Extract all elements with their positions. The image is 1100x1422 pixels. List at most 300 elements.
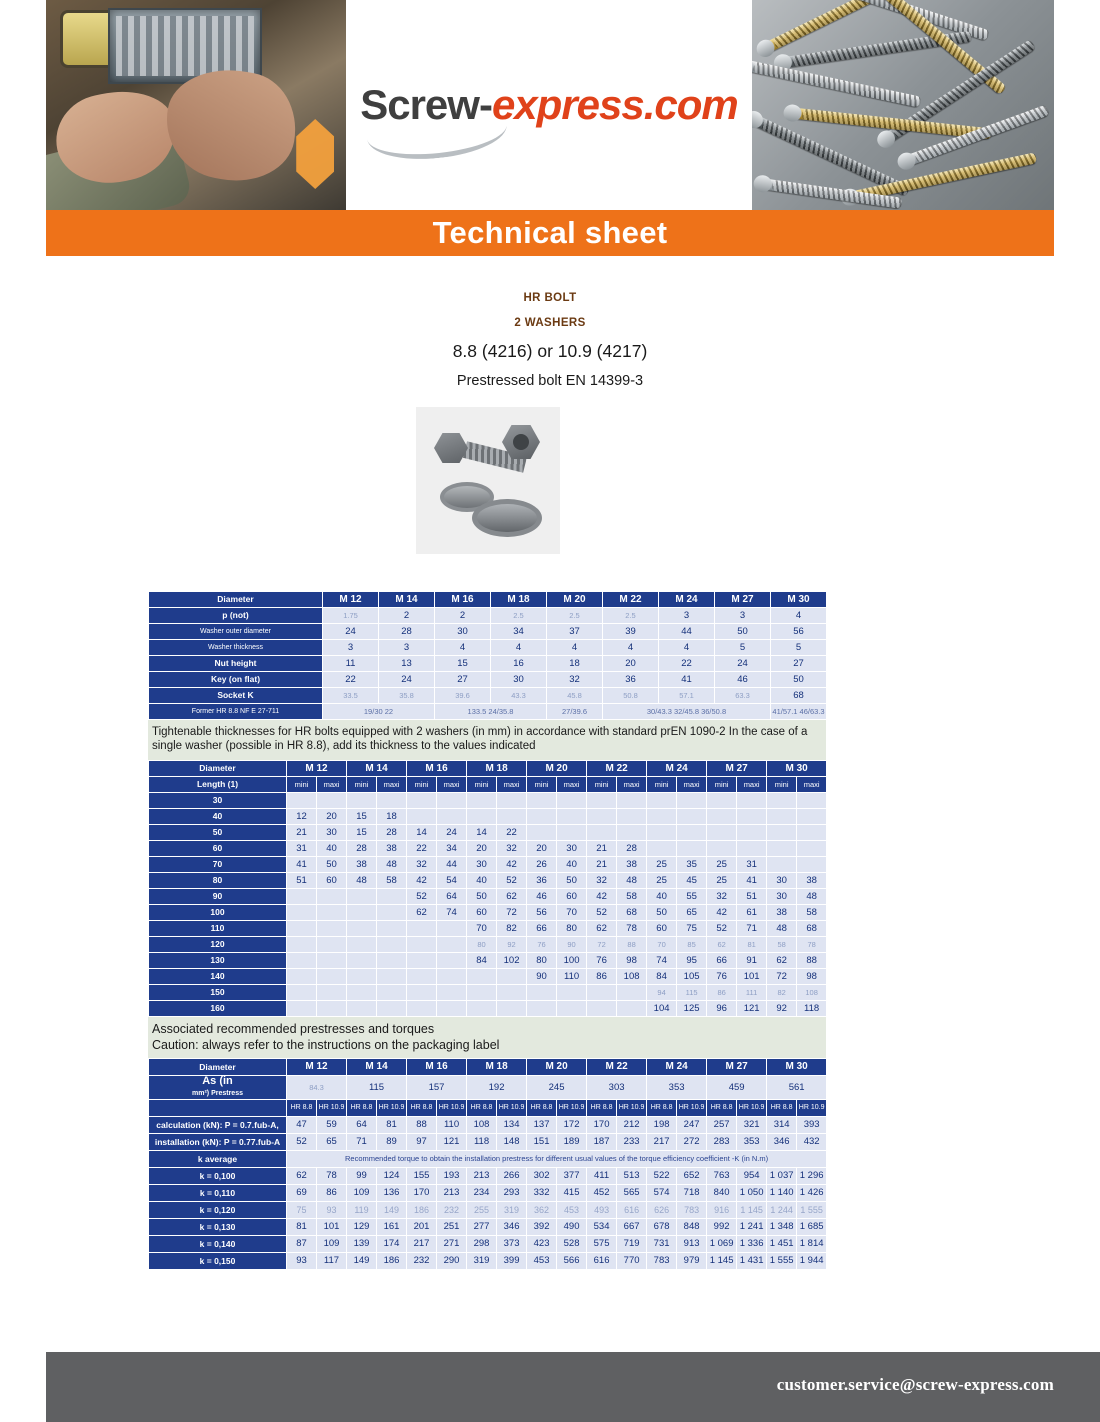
col-subheader: mini bbox=[767, 776, 797, 792]
data-cell: 88 bbox=[797, 952, 827, 968]
data-cell: 1 685 bbox=[797, 1219, 827, 1236]
data-cell: 15 bbox=[435, 656, 491, 672]
data-cell: 36 bbox=[603, 672, 659, 688]
data-cell: 110 bbox=[437, 1117, 467, 1134]
col-grade-header: HR 8.8 bbox=[527, 1100, 557, 1117]
data-cell bbox=[677, 824, 707, 840]
data-cell bbox=[317, 968, 347, 984]
data-cell: 51 bbox=[737, 888, 767, 904]
brand-logo bbox=[346, 0, 752, 210]
note-prestress-title: Associated recommended prestresses and torques Caution: always refer to the instructions on the packaging label bbox=[148, 1017, 826, 1059]
page-title: Technical sheet bbox=[432, 215, 668, 250]
data-cell-as: 192 bbox=[467, 1076, 527, 1100]
data-cell: 2.5 bbox=[491, 608, 547, 624]
row-header-blank bbox=[149, 1100, 287, 1117]
data-cell: 392 bbox=[527, 1219, 557, 1236]
col-subheader: maxi bbox=[737, 776, 767, 792]
data-cell: 50 bbox=[771, 672, 827, 688]
data-cell bbox=[317, 952, 347, 968]
col-subheader: mini bbox=[287, 776, 317, 792]
data-cell bbox=[347, 936, 377, 952]
data-cell: 62 bbox=[767, 952, 797, 968]
data-cell: 71 bbox=[737, 920, 767, 936]
prestress-torque-table bbox=[148, 1058, 827, 1270]
data-cell: 20 bbox=[527, 840, 557, 856]
data-cell: 27 bbox=[435, 672, 491, 688]
data-cell: 27 bbox=[771, 656, 827, 672]
data-cell: 40 bbox=[467, 872, 497, 888]
washer-count: 2 WASHERS bbox=[514, 317, 586, 329]
data-cell: 32 bbox=[497, 840, 527, 856]
data-cell: 31 bbox=[287, 840, 317, 856]
data-cell: 1 555 bbox=[797, 1202, 827, 1219]
data-cell: 62 bbox=[407, 904, 437, 920]
col-subheader: maxi bbox=[557, 776, 587, 792]
data-cell: 75 bbox=[287, 1202, 317, 1219]
data-cell: 28 bbox=[379, 624, 435, 640]
data-cell: 58 bbox=[377, 872, 407, 888]
row-header-formula: installation (kN): P = 0.77.fub-A bbox=[149, 1134, 287, 1151]
data-cell bbox=[797, 840, 827, 856]
data-cell: 30 bbox=[317, 824, 347, 840]
data-cell: 626 bbox=[647, 1202, 677, 1219]
data-cell: 513 bbox=[617, 1168, 647, 1185]
col-header-diameter: M 27 bbox=[715, 592, 771, 608]
data-cell: 24 bbox=[323, 624, 379, 640]
data-cell: 63.3 bbox=[715, 688, 771, 704]
row-header: Washer outer diameter bbox=[149, 624, 323, 640]
data-cell: 26 bbox=[527, 856, 557, 872]
data-cell: 72 bbox=[767, 968, 797, 984]
data-cell: 718 bbox=[677, 1185, 707, 1202]
data-cell: 95 bbox=[677, 952, 707, 968]
table-row bbox=[149, 1185, 827, 1202]
data-cell: 40 bbox=[317, 840, 347, 856]
data-cell: 24 bbox=[437, 824, 467, 840]
data-cell: 60 bbox=[647, 920, 677, 936]
data-cell: 3 bbox=[659, 608, 715, 624]
data-cell: 74 bbox=[437, 904, 467, 920]
data-cell: 54 bbox=[437, 872, 467, 888]
col-subheader: maxi bbox=[437, 776, 467, 792]
data-cell: 87 bbox=[287, 1236, 317, 1253]
data-cell: 257 bbox=[707, 1117, 737, 1134]
row-header-length-value: 150 bbox=[149, 984, 287, 1000]
data-cell: 70 bbox=[557, 904, 587, 920]
row-header-formula: calculation (kN): P = 0.7.fub-A, bbox=[149, 1117, 287, 1134]
data-cell: 1 944 bbox=[797, 1253, 827, 1270]
col-header-diameter: M 16 bbox=[407, 760, 467, 776]
data-cell: 1 814 bbox=[797, 1236, 827, 1253]
col-header-diameter: M 24 bbox=[647, 760, 707, 776]
data-cell: 61 bbox=[737, 904, 767, 920]
data-cell bbox=[347, 984, 377, 1000]
data-cell bbox=[587, 808, 617, 824]
data-cell: 101 bbox=[737, 968, 767, 984]
k-note-cell: Recommended torque to obtain the installation prestress for different usual values of the torque efficiency coefficient -K (in N.m) bbox=[287, 1151, 827, 1168]
data-cell bbox=[797, 824, 827, 840]
data-cell bbox=[377, 1000, 407, 1016]
data-cell bbox=[587, 984, 617, 1000]
data-cell: 453 bbox=[557, 1202, 587, 1219]
table-row bbox=[149, 1253, 827, 1270]
data-cell: 266 bbox=[497, 1168, 527, 1185]
data-cell: 22 bbox=[407, 840, 437, 856]
data-cell: 30 bbox=[435, 624, 491, 640]
data-cell: 763 bbox=[707, 1168, 737, 1185]
data-cell: 97 bbox=[407, 1134, 437, 1151]
data-cell: 118 bbox=[797, 1000, 827, 1016]
data-cell: 86 bbox=[707, 984, 737, 1000]
data-cell: 373 bbox=[497, 1236, 527, 1253]
data-cell bbox=[437, 1000, 467, 1016]
table-row bbox=[149, 824, 827, 840]
data-cell: 65 bbox=[317, 1134, 347, 1151]
data-cell: 3 bbox=[323, 640, 379, 656]
data-cell: 25 bbox=[647, 872, 677, 888]
data-cell: 2.5 bbox=[547, 608, 603, 624]
data-cell: 78 bbox=[797, 936, 827, 952]
data-cell: 48 bbox=[377, 856, 407, 872]
data-cell: 4 bbox=[435, 640, 491, 656]
data-cell bbox=[347, 888, 377, 904]
data-cell: 1 069 bbox=[707, 1236, 737, 1253]
col-header-diameter: M 27 bbox=[707, 1059, 767, 1076]
data-cell bbox=[497, 808, 527, 824]
col-grade-header: HR 10.9 bbox=[737, 1100, 767, 1117]
row-header-length-value: 30 bbox=[149, 792, 287, 808]
data-cell: 55 bbox=[677, 888, 707, 904]
table-row bbox=[149, 704, 827, 720]
table-row bbox=[149, 688, 827, 704]
data-cell: 1 426 bbox=[797, 1185, 827, 1202]
data-cell: 151 bbox=[527, 1134, 557, 1151]
data-cell: 13 bbox=[379, 656, 435, 672]
data-cell bbox=[617, 792, 647, 808]
data-cell: 247 bbox=[677, 1117, 707, 1134]
data-cell bbox=[377, 936, 407, 952]
data-cell bbox=[287, 1000, 317, 1016]
data-cell: 161 bbox=[377, 1219, 407, 1236]
data-cell: 64 bbox=[347, 1117, 377, 1134]
data-cell: 42 bbox=[587, 888, 617, 904]
data-cell: 30 bbox=[557, 840, 587, 856]
data-cell: 979 bbox=[677, 1253, 707, 1270]
data-cell: 81 bbox=[287, 1219, 317, 1236]
data-cell bbox=[317, 904, 347, 920]
data-cell: 45 bbox=[677, 872, 707, 888]
col-header-diameter: M 16 bbox=[435, 592, 491, 608]
row-header-k: k = 0,150 bbox=[149, 1253, 287, 1270]
data-cell: 66 bbox=[707, 952, 737, 968]
data-cell: 42 bbox=[407, 872, 437, 888]
data-cell: 45.8 bbox=[547, 688, 603, 704]
data-cell bbox=[437, 968, 467, 984]
data-cell: 124 bbox=[377, 1168, 407, 1185]
data-cell: 170 bbox=[407, 1185, 437, 1202]
data-cell: 172 bbox=[557, 1117, 587, 1134]
data-cell: 43.3 bbox=[491, 688, 547, 704]
data-cell bbox=[437, 952, 467, 968]
note-tightenable: Tightenable thicknesses for HR bolts equipped with 2 washers (in mm) in accordance with standard prEN 1090-2 In the case of a single washer (possible in HR 8.8), add its thickness to the values indicated bbox=[148, 720, 826, 760]
data-cell bbox=[617, 1000, 647, 1016]
data-cell: 155 bbox=[407, 1168, 437, 1185]
row-header-diameter: Diameter bbox=[149, 760, 287, 776]
data-cell: 731 bbox=[647, 1236, 677, 1253]
data-cell bbox=[497, 968, 527, 984]
data-cell: 58 bbox=[797, 904, 827, 920]
table-row bbox=[149, 904, 827, 920]
data-cell bbox=[737, 808, 767, 824]
col-header-diameter: M 24 bbox=[647, 1059, 707, 1076]
data-cell: 70 bbox=[467, 920, 497, 936]
logo-text-accent: express.com bbox=[491, 81, 738, 128]
col-grade-header: HR 8.8 bbox=[767, 1100, 797, 1117]
data-cell: 41/57.1 46/63.3 bbox=[771, 704, 827, 720]
row-header: Washer thickness bbox=[149, 640, 323, 656]
data-cell: 119 bbox=[347, 1202, 377, 1219]
data-cell: 104 bbox=[647, 1000, 677, 1016]
data-cell bbox=[467, 968, 497, 984]
data-cell: 133.5 24/35.8 bbox=[435, 704, 547, 720]
contact-email: customer.service@screw-express.com bbox=[776, 1375, 1054, 1394]
data-cell: 5 bbox=[715, 640, 771, 656]
data-cell: 115 bbox=[677, 984, 707, 1000]
data-cell: 415 bbox=[557, 1185, 587, 1202]
data-cell: 44 bbox=[659, 624, 715, 640]
data-cell bbox=[317, 792, 347, 808]
data-cell: 1 336 bbox=[737, 1236, 767, 1253]
data-cell: 35.8 bbox=[379, 688, 435, 704]
data-cell bbox=[407, 952, 437, 968]
col-header-diameter: M 27 bbox=[707, 760, 767, 776]
data-cell: 44 bbox=[437, 856, 467, 872]
table-row bbox=[149, 856, 827, 872]
table-row bbox=[149, 936, 827, 952]
data-cell: 68 bbox=[771, 688, 827, 704]
data-cell-as: 157 bbox=[407, 1076, 467, 1100]
data-cell: 102 bbox=[497, 952, 527, 968]
data-cell: 50 bbox=[647, 904, 677, 920]
data-cell: 68 bbox=[617, 904, 647, 920]
data-cell bbox=[317, 936, 347, 952]
data-cell: 108 bbox=[467, 1117, 497, 1134]
data-cell bbox=[437, 936, 467, 952]
data-cell: 346 bbox=[497, 1219, 527, 1236]
data-cell: 170 bbox=[587, 1117, 617, 1134]
data-cell: 80 bbox=[557, 920, 587, 936]
data-cell: 319 bbox=[467, 1253, 497, 1270]
data-cell: 187 bbox=[587, 1134, 617, 1151]
standard-reference: Prestressed bolt EN 14399-3 bbox=[456, 373, 644, 389]
table-row bbox=[149, 984, 827, 1000]
data-cell: 62 bbox=[287, 1168, 317, 1185]
data-cell: 232 bbox=[437, 1202, 467, 1219]
data-cell: 848 bbox=[677, 1219, 707, 1236]
data-cell bbox=[407, 936, 437, 952]
data-cell: 452 bbox=[587, 1185, 617, 1202]
bolt-head bbox=[434, 433, 468, 463]
data-cell bbox=[377, 952, 407, 968]
col-grade-header: HR 8.8 bbox=[707, 1100, 737, 1117]
intro-block bbox=[0, 292, 1100, 389]
data-cell: 60 bbox=[557, 888, 587, 904]
data-cell: 193 bbox=[437, 1168, 467, 1185]
data-cell: 58 bbox=[767, 936, 797, 952]
row-header-k: k = 0,140 bbox=[149, 1236, 287, 1253]
data-cell bbox=[287, 904, 317, 920]
page-header bbox=[46, 0, 1054, 210]
data-cell: 534 bbox=[587, 1219, 617, 1236]
data-cell: 88 bbox=[407, 1117, 437, 1134]
data-cell: 40 bbox=[557, 856, 587, 872]
data-cell bbox=[407, 1000, 437, 1016]
col-header-diameter: M 14 bbox=[347, 1059, 407, 1076]
data-cell: 85 bbox=[677, 936, 707, 952]
data-cell bbox=[287, 984, 317, 1000]
data-cell: 16 bbox=[491, 656, 547, 672]
table-row bbox=[149, 592, 827, 608]
data-cell: 314 bbox=[767, 1117, 797, 1134]
data-cell: 69 bbox=[287, 1185, 317, 1202]
data-cell: 46 bbox=[527, 888, 557, 904]
data-cell: 47 bbox=[287, 1117, 317, 1134]
workbench-photo bbox=[46, 0, 346, 210]
col-grade-header: HR 8.8 bbox=[467, 1100, 497, 1117]
data-cell-as: 353 bbox=[647, 1076, 707, 1100]
data-cell: 362 bbox=[527, 1202, 557, 1219]
row-header-length-value: 70 bbox=[149, 856, 287, 872]
data-cell: 50 bbox=[317, 856, 347, 872]
data-cell: 212 bbox=[617, 1117, 647, 1134]
data-cell: 4 bbox=[491, 640, 547, 656]
data-cell: 81 bbox=[377, 1117, 407, 1134]
data-cell: 24 bbox=[379, 672, 435, 688]
data-cell: 251 bbox=[437, 1219, 467, 1236]
data-cell: 1 145 bbox=[737, 1202, 767, 1219]
data-cell: 52 bbox=[407, 888, 437, 904]
data-cell bbox=[707, 840, 737, 856]
data-cell: 22 bbox=[497, 824, 527, 840]
data-cell: 90 bbox=[527, 968, 557, 984]
col-grade-header: HR 10.9 bbox=[437, 1100, 467, 1117]
data-cell: 234 bbox=[467, 1185, 497, 1202]
data-cell: 35 bbox=[677, 856, 707, 872]
data-cell: 52 bbox=[707, 920, 737, 936]
data-cell: 25 bbox=[707, 872, 737, 888]
data-cell bbox=[587, 1000, 617, 1016]
row-header-length-value: 50 bbox=[149, 824, 287, 840]
col-grade-header: HR 8.8 bbox=[347, 1100, 377, 1117]
data-cell: 109 bbox=[347, 1185, 377, 1202]
dimensions-table bbox=[148, 591, 827, 720]
data-cell: 80 bbox=[467, 936, 497, 952]
data-cell: 411 bbox=[587, 1168, 617, 1185]
data-cell bbox=[407, 984, 437, 1000]
col-subheader: maxi bbox=[617, 776, 647, 792]
data-cell: 50 bbox=[467, 888, 497, 904]
data-cell bbox=[467, 1000, 497, 1016]
data-cell: 52 bbox=[287, 1134, 317, 1151]
data-cell: 30 bbox=[767, 888, 797, 904]
col-header-diameter: M 18 bbox=[467, 760, 527, 776]
data-cell: 76 bbox=[707, 968, 737, 984]
data-cell: 522 bbox=[647, 1168, 677, 1185]
note1-table bbox=[148, 720, 826, 760]
data-cell bbox=[287, 888, 317, 904]
data-cell: 90 bbox=[557, 936, 587, 952]
data-cell: 271 bbox=[437, 1236, 467, 1253]
data-cell: 22 bbox=[323, 672, 379, 688]
data-cell: 84 bbox=[467, 952, 497, 968]
data-cell: 30 bbox=[767, 872, 797, 888]
data-cell: 74 bbox=[647, 952, 677, 968]
data-cell: 88 bbox=[617, 936, 647, 952]
data-cell: 108 bbox=[797, 984, 827, 1000]
data-cell: 32 bbox=[707, 888, 737, 904]
data-cell: 76 bbox=[587, 952, 617, 968]
data-cell bbox=[647, 792, 677, 808]
data-cell: 346 bbox=[767, 1134, 797, 1151]
data-cell: 399 bbox=[497, 1253, 527, 1270]
col-header-diameter: M 12 bbox=[323, 592, 379, 608]
data-cell: 91 bbox=[737, 952, 767, 968]
data-cell: 14 bbox=[407, 824, 437, 840]
data-cell bbox=[497, 1000, 527, 1016]
data-cell: 18 bbox=[377, 808, 407, 824]
row-header-k: k = 0,130 bbox=[149, 1219, 287, 1236]
data-cell: 80 bbox=[527, 952, 557, 968]
data-cell: 38 bbox=[617, 856, 647, 872]
table-row bbox=[149, 624, 827, 640]
data-cell bbox=[407, 792, 437, 808]
data-cell: 2.5 bbox=[603, 608, 659, 624]
data-cell: 70 bbox=[647, 936, 677, 952]
col-header-diameter: M 20 bbox=[527, 1059, 587, 1076]
data-cell: 41 bbox=[737, 872, 767, 888]
data-cell-as: 561 bbox=[767, 1076, 827, 1100]
data-cell: 109 bbox=[317, 1236, 347, 1253]
data-cell: 105 bbox=[677, 968, 707, 984]
data-cell bbox=[707, 824, 737, 840]
data-cell: 4 bbox=[603, 640, 659, 656]
col-header-diameter: M 30 bbox=[771, 592, 827, 608]
row-header-length-value: 100 bbox=[149, 904, 287, 920]
data-cell: 30/43.3 32/45.8 36/50.8 bbox=[603, 704, 771, 720]
data-cell: 21 bbox=[587, 856, 617, 872]
col-grade-header: HR 10.9 bbox=[557, 1100, 587, 1117]
data-cell: 719 bbox=[617, 1236, 647, 1253]
data-cell bbox=[437, 984, 467, 1000]
data-cell bbox=[467, 808, 497, 824]
data-cell: 913 bbox=[677, 1236, 707, 1253]
data-cell bbox=[617, 984, 647, 1000]
row-header-k-average: k average bbox=[149, 1151, 287, 1168]
data-cell: 41 bbox=[659, 672, 715, 688]
data-cell: 198 bbox=[647, 1117, 677, 1134]
table-row bbox=[149, 888, 827, 904]
data-cell: 125 bbox=[677, 1000, 707, 1016]
row-header-length-value: 130 bbox=[149, 952, 287, 968]
data-cell: 86 bbox=[317, 1185, 347, 1202]
washer-2 bbox=[472, 499, 542, 537]
data-cell bbox=[317, 920, 347, 936]
data-cell bbox=[377, 968, 407, 984]
col-subheader: mini bbox=[347, 776, 377, 792]
col-subheader: mini bbox=[467, 776, 497, 792]
data-cell: 213 bbox=[437, 1185, 467, 1202]
data-cell bbox=[527, 808, 557, 824]
